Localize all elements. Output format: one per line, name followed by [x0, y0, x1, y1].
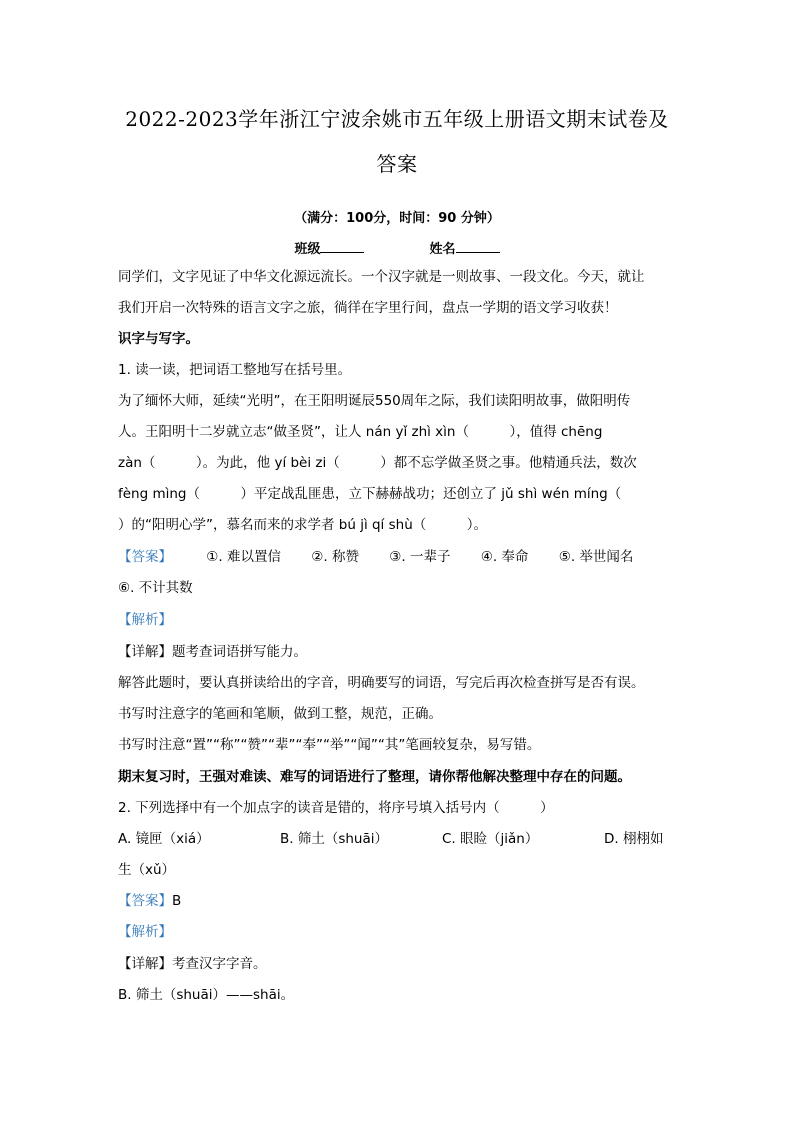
answer-item: ⑤. 举世闻名	[558, 549, 634, 565]
answer-label: 【答案】	[118, 893, 172, 909]
options-line	[118, 830, 663, 848]
option-d: D. 栩栩如	[604, 831, 664, 847]
option-b: B. 筛土（shuāi）	[280, 831, 389, 847]
answer-line	[118, 548, 633, 566]
analysis-label: 【解析】	[118, 612, 172, 628]
question-text-line: 人。王阳明十二岁就立志“做圣贤”，让人 nán yǐ zhì xìn（ ），值得 chēng	[118, 424, 603, 440]
option-a: A. 镜匣（xiá）	[118, 831, 210, 847]
analysis-label: 【解析】	[118, 924, 172, 940]
intro-line: 我们开启一次特殊的语言文字之旅，徜徉在字里行间，盘点一学期的语文学习收获！	[118, 300, 618, 316]
question-text-line: zàn（ ）。为此，他 yí bèi zi（ ）都不忘学做圣贤之事。他精通兵法，数次	[118, 455, 637, 471]
document-title-line1: 2022-2023学年浙江宁波余姚市五年级上册语文期末试卷及	[125, 107, 669, 131]
question-text-line: ）的“阳明心学”，慕名而来的求学者 bú jì qí shù（ ）。	[118, 517, 487, 533]
answer-value: B	[172, 893, 182, 909]
section-heading: 期末复习时，王强对难读、难写的词语进行了整理，请你帮他解决整理中存在的问题。	[118, 769, 631, 785]
detail-line: 书写时注意字的笔画和笔顺，做到工整，规范，正确。	[118, 706, 442, 722]
answer-line	[118, 892, 181, 910]
detail-line: 书写时注意“置”“称”“赞”“辈”“奉”“举”“闻”“其”笔画较复杂，易写错。	[118, 737, 541, 753]
document-title-line2: 答案	[376, 152, 418, 176]
question-prompt: 2. 下列选择中有一个加点字的读音是错的，将序号填入括号内（ ）	[118, 800, 554, 816]
option-d-wrap: 生（xǔ）	[118, 862, 176, 878]
option-c: C. 眼睑（jiǎn）	[442, 831, 539, 847]
student-info	[0, 238, 794, 257]
section-heading: 识字与写字。	[118, 331, 199, 347]
class-blank	[320, 240, 364, 253]
question-prompt: 1. 读一读，把词语工整地写在括号里。	[118, 362, 352, 378]
score-info: （满分：100分，时间：90 分钟）	[294, 211, 500, 226]
intro-line: 同学们，文字见证了中华文化源远流长。一个汉字就是一则故事、一段文化。今天，就让	[118, 269, 645, 285]
detail-line: 【详解】题考查词语拼写能力。	[118, 644, 307, 660]
detail-line: B. 筛土（shuāi）——shāi。	[118, 987, 295, 1003]
answer-item: ②. 称赞	[311, 549, 359, 565]
answer-item: ③. 一辈子	[389, 549, 451, 565]
question-text-line: 为了缅怀大师，延续“光明”，在王阳明诞辰550周年之际，我们读阳明故事，做阳明传	[118, 393, 631, 409]
detail-line: 【详解】考查汉字字音。	[118, 956, 267, 972]
answer-item: ④. 奉命	[480, 549, 529, 565]
detail-line: 解答此题时，要认真拼读给出的字音，明确要写的词语，写完后再次检查拼写是否有误。	[118, 675, 645, 691]
answer-item: ⑥. 不计其数	[118, 580, 193, 596]
name-label: 姓名	[429, 242, 456, 257]
name-blank	[456, 240, 500, 253]
class-label: 班级	[294, 242, 321, 257]
answer-label: 【答案】	[118, 549, 172, 565]
answer-item: ①. 难以置信	[206, 549, 281, 565]
question-text-line: fèng mìng（ ）平定战乱匪患，立下赫赫战功；还创立了 jǔ shì wén míng（	[118, 486, 622, 502]
